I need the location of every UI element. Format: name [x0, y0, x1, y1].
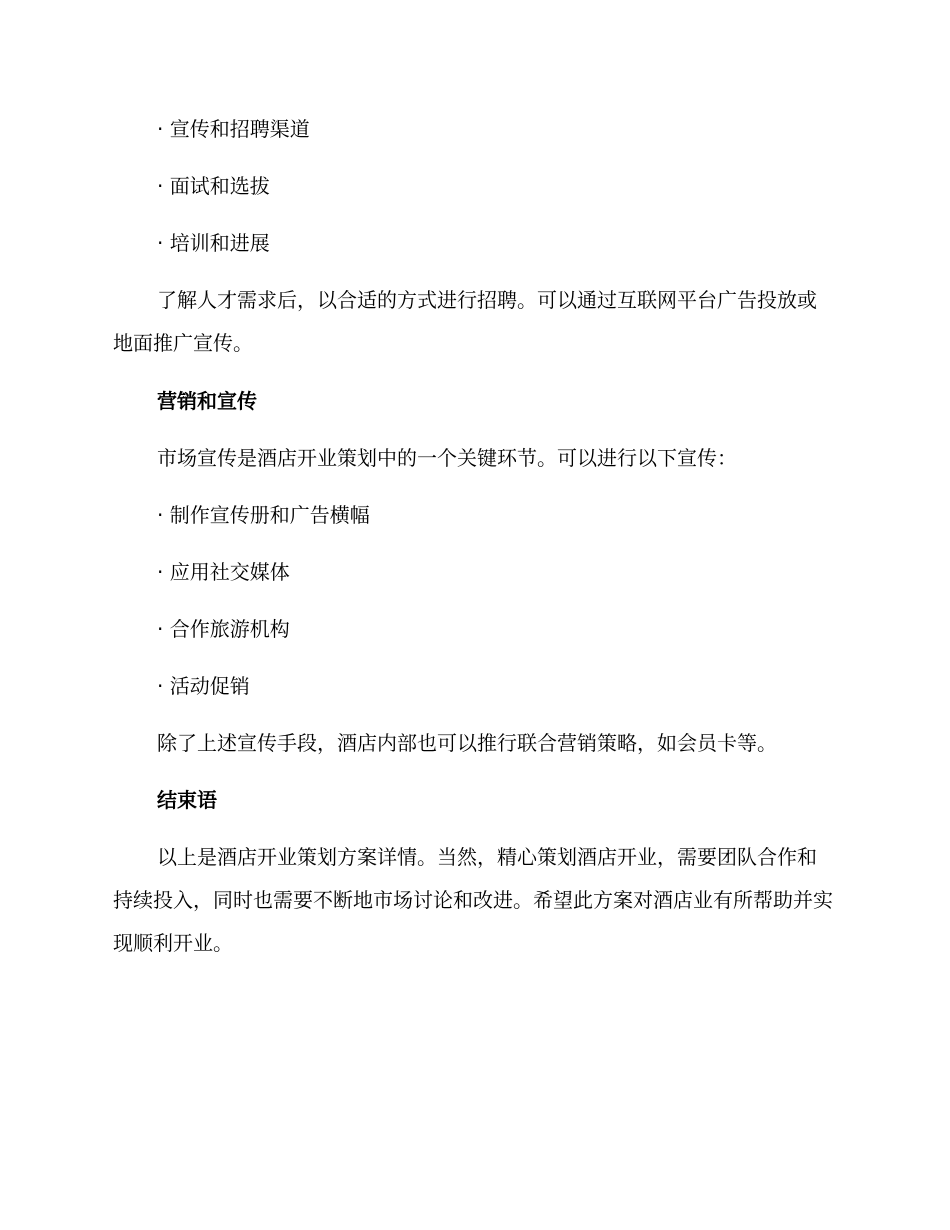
- marketing-bullet-social: · 应用社交媒体: [157, 560, 290, 584]
- conclusion-paragraph: 以上是酒店开业策划方案详情。当然，精心策划酒店开业，需要团队合作和持续投入，同时也需要不断地市场讨论和改进。希望此方案对酒店业有所帮助并实现顺利开业。: [113, 845, 833, 955]
- marketing-heading: 营销和宣传: [157, 389, 257, 413]
- marketing-closing: 除了上述宣传手段，酒店内部也可以推行联合营销策略，如会员卡等。: [157, 731, 777, 755]
- conclusion-heading: 结束语: [157, 788, 217, 812]
- marketing-bullet-promo: · 活动促销: [157, 674, 250, 698]
- recruit-bullet-interview: · 面试和选拔: [157, 174, 270, 198]
- marketing-bullet-brochure: · 制作宣传册和广告横幅: [157, 503, 370, 527]
- recruit-bullet-channels: · 宣传和招聘渠道: [157, 117, 310, 141]
- recruit-bullet-training: · 培训和进展: [157, 231, 270, 255]
- marketing-intro: 市场宣传是酒店开业策划中的一个关键环节。可以进行以下宣传：: [157, 446, 737, 470]
- document-page: [113, 108, 833, 980]
- marketing-bullet-travel: · 合作旅游机构: [157, 617, 290, 641]
- recruit-paragraph: 了解人才需求后，以合适的方式进行招聘。可以通过互联网平台广告投放或地面推广宣传。: [113, 288, 817, 355]
